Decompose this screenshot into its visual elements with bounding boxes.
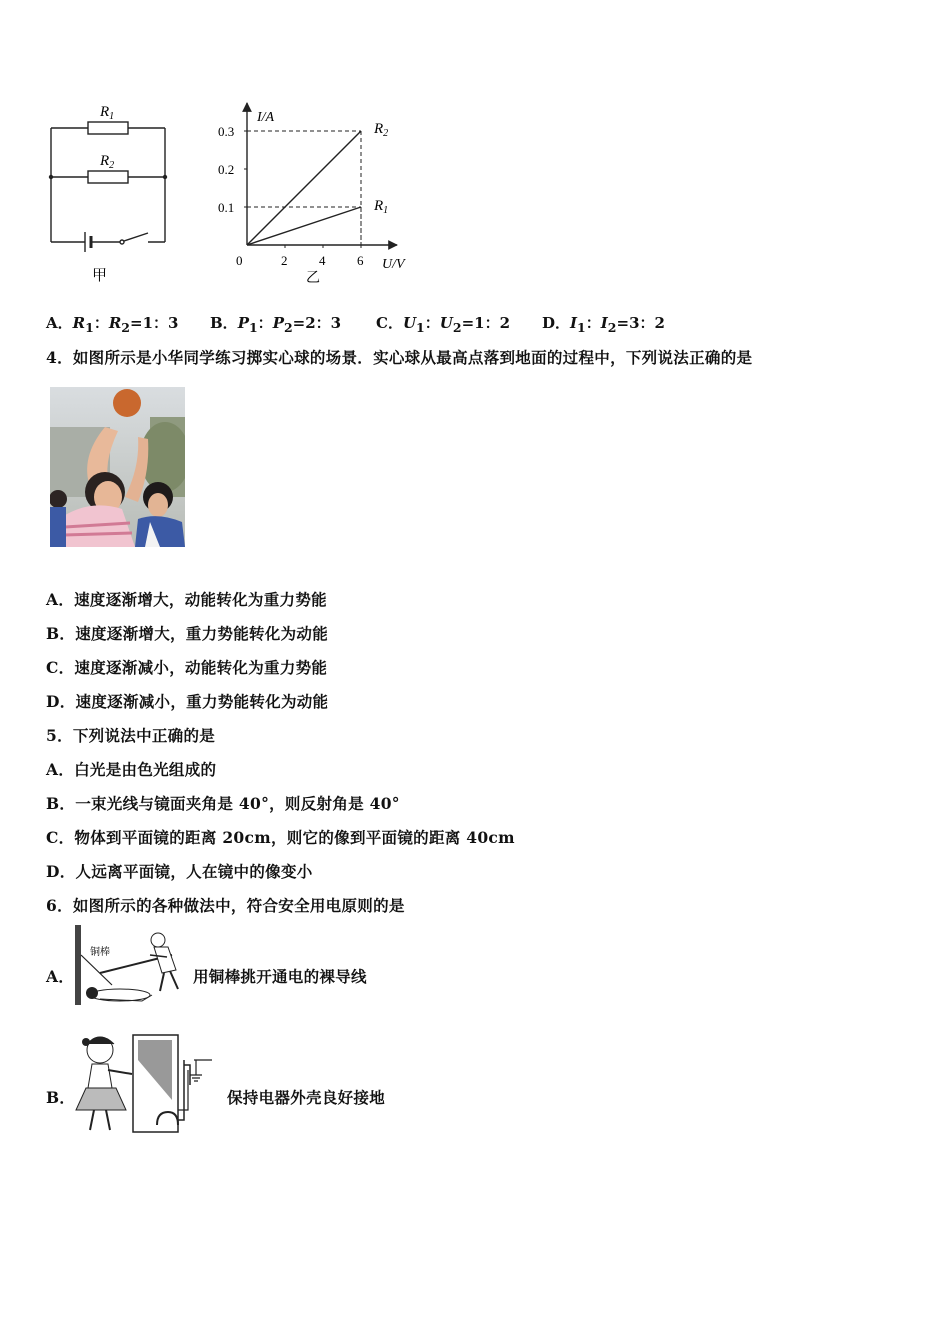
q6-option-b-text: 保持电器外壳良好接地 bbox=[227, 1088, 386, 1107]
q3-option-c[interactable]: C．$U_1$：$U_2=1$：2 bbox=[376, 314, 511, 335]
circuit-caption: 甲 bbox=[92, 268, 108, 284]
x-tick-label: 2 bbox=[281, 253, 288, 268]
q4-option-a[interactable]: A．速度逐渐增大，动能转化为重力势能 bbox=[46, 590, 327, 609]
y-tick-label: 0.3 bbox=[218, 124, 235, 139]
q5-option-b[interactable]: B．一束光线与镜面夹角是 40°，则反射角是 40° bbox=[46, 794, 400, 813]
resistor-r2 bbox=[88, 171, 128, 183]
y-tick-label: 0.1 bbox=[218, 200, 235, 215]
iu-graph bbox=[210, 95, 430, 290]
q4-option-b[interactable]: B．速度逐渐增大，重力势能转化为动能 bbox=[46, 624, 329, 643]
q3-option-d[interactable]: D．$I_1$：$I_2=3$：2 bbox=[542, 314, 665, 335]
series-label-r1: $R_1$ bbox=[374, 198, 389, 216]
shot-put-photo bbox=[50, 387, 185, 547]
graph-caption: 乙 bbox=[306, 271, 320, 286]
q4-stem: 4．如图所示是小华同学练习掷实心球的场景．实心球从最高点落到地面的过程中，下列说法正确的是 bbox=[46, 348, 753, 367]
q5-option-d[interactable]: D．人远离平面镜，人在镜中的像变小 bbox=[46, 862, 313, 881]
q5-option-c[interactable]: C．物体到平面镜的距离 20cm，则它的像到平面镜的距离 40cm bbox=[46, 828, 515, 847]
x-tick-label: 6 bbox=[357, 253, 364, 268]
q5-option-a[interactable]: A．白光是由色光组成的 bbox=[46, 760, 217, 779]
q6-option-a-letter[interactable]: A． bbox=[46, 967, 75, 986]
q5-stem: 5．下列说法中正确的是 bbox=[46, 726, 216, 745]
origin-label: 0 bbox=[236, 253, 243, 268]
q6-option-a-illustration bbox=[72, 925, 194, 1010]
resistor-r1 bbox=[88, 122, 128, 134]
q3-option-a[interactable]: A．$R_1$：$R_2=1$：3 bbox=[46, 314, 179, 335]
q4-option-c[interactable]: C．速度逐渐减小，动能转化为重力势能 bbox=[46, 658, 328, 677]
q6-option-a-text: 用铜棒挑开通电的裸导线 bbox=[193, 967, 367, 986]
y-tick-label: 0.2 bbox=[218, 162, 235, 177]
x-tick-label: 4 bbox=[319, 253, 326, 268]
r1-label: $R_1$ bbox=[100, 104, 115, 122]
copper-rod-label: 铜棒 bbox=[90, 947, 110, 958]
x-axis-label: U/V bbox=[382, 257, 405, 272]
circuit-diagram bbox=[40, 95, 180, 290]
series-line-r2 bbox=[247, 131, 361, 245]
series-line-r1 bbox=[247, 207, 361, 245]
q6-stem: 6．如图所示的各种做法中，符合安全用电原则的是 bbox=[46, 896, 405, 915]
y-axis-label: I/A bbox=[257, 110, 275, 125]
ball bbox=[113, 389, 141, 417]
q3-option-b[interactable]: B．$P_1$：$P_2=2$：3 bbox=[210, 314, 342, 335]
series-label-r2: $R_2$ bbox=[374, 121, 389, 139]
q6-option-b-letter[interactable]: B． bbox=[46, 1088, 76, 1107]
r2-label: $R_2$ bbox=[100, 153, 115, 171]
q4-option-d[interactable]: D．速度逐渐减小，重力势能转化为动能 bbox=[46, 692, 329, 711]
q6-option-b-illustration bbox=[72, 1030, 232, 1135]
